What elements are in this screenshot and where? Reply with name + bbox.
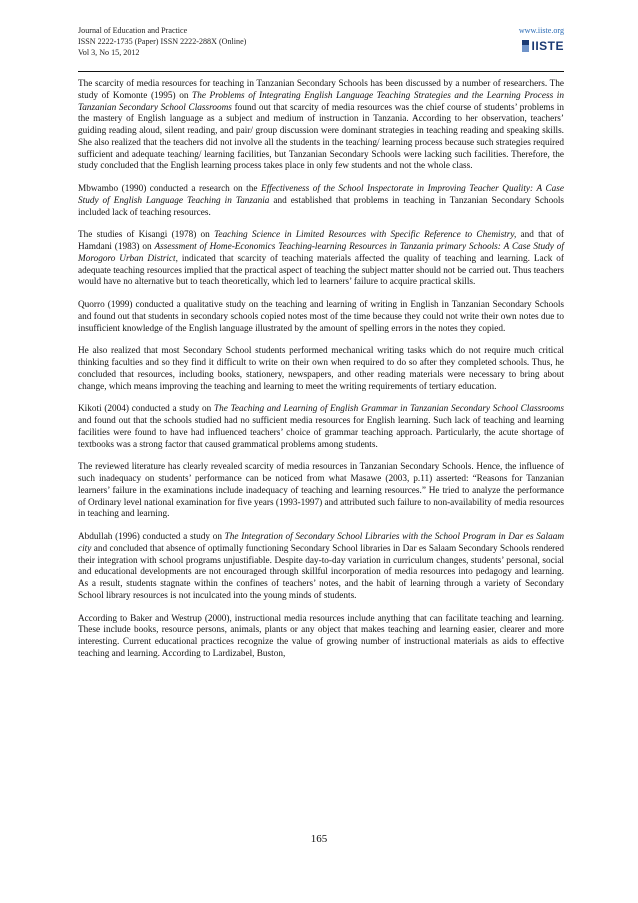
- paragraph-text: and established that problems in teaching in Tanzanian Secondary Schools included lack of teaching resources.: [78, 195, 565, 218]
- logo-text: IISTE: [531, 39, 564, 54]
- iiste-logo-icon: [522, 40, 529, 52]
- paragraph-text: The reviewed literature has clearly revealed scarcity of media resources in Tanzanian Secondary Schools. Hence, the influence of such inadequacy on students’ performance can be noticed from what Masawe (2003, p.11) asserted: “Reasons for Tanzanian learners’ failure in the examinations include inadequacy of teaching and learning resources.” He tried to analyze the performance of Ordinary level national examination for five years (1993-1997) and attributed such failure to non-availability of media resources in teaching and learning.: [78, 462, 564, 520]
- paragraph-text: Kikoti (2004) conducted a study on: [78, 404, 214, 415]
- paragraph-text: and found out that the schools studied had no sufficient media resources for English learning. Such lack of teaching and learning facilities were found to have had influenced teachers’ choice of grammar teaching approach. Particularly, the acute shortage of textbooks was a strong factor that caused grammatical problems among students.: [78, 416, 564, 450]
- body-paragraph: [78, 346, 564, 393]
- article-body: [78, 79, 564, 672]
- body-paragraph: [78, 300, 564, 335]
- paragraph-text: found out that scarcity of media resources was the chief course of students’ problems in the mastery of English language as a subject and medium of instruction in Tanzania. According to her observation, teachers’ guiding reading aloud, silent reading, and pair/ group discussion were dominant strategies in teaching reading and speaking skills. She also realized that the teachers did not involve all the students in the teaching/ learning process because such strategies required sufficient and adequate teaching/ learning facilities, but Tanzanian Secondary Schools were lacking such facilities. Therefore, the study concluded that the English learning process takes place in only few students and not the whole class.: [78, 102, 564, 172]
- journal-issn: ISSN 2222-1735 (Paper) ISSN 2222-288X (Online): [78, 37, 247, 47]
- body-paragraph: [78, 184, 564, 219]
- journal-title: Journal of Education and Practice: [78, 26, 188, 35]
- paragraph-text: Quorro (1999) conducted a qualitative study on the teaching and learning of writing in English in Tanzanian Secondary Schools and found out that students in secondary schools copied notes most of the time because they could not write their own notes due to insufficient knowledge of the English language illustrated by the amount of spelling errors in the notes they copied.: [78, 300, 564, 334]
- paragraph-text: Mbwambo (1990) conducted a research on the: [78, 184, 261, 194]
- italic-title-text: The Teaching and Learning of English Grammar in Tanzanian Secondary School Classrooms: [213, 404, 564, 415]
- italic-title-text: Effectiveness of the School Inspectorate in Improving Teacher Quality: A Case Study of English Language Teaching in Tanzania: [78, 184, 564, 206]
- italic-title-text: Teaching Science in Limited Resources with Specific Reference to Chemistry,: [214, 230, 517, 241]
- paragraph-text: and that of Hamdani (1983) on: [78, 230, 564, 252]
- paragraph-text: According to Baker and Westrup (2000), instructional media resources include anything that can facilitate teaching and learning. These include books, resource persons, animals, plants or any object that makes teaching and learning easier, clearer and more interesting. Current educational practices recognize the value of growing number of instructional materials as aids to effective teaching and learning. According to Lardizabel, Buston,: [78, 613, 564, 659]
- paragraph-text: indicated that scarcity of teaching materials affected the quality of teaching and learning. Lack of adequate teaching resources implied that the practical aspect of teaching the subject matter should not be carried out. Thus teachers would have no alternative but to teach theoretically, which led to learners’ failure to acquire practical skills.: [78, 253, 564, 288]
- paragraph-text: He also realized that most Secondary School students performed mechanical writing tasks which do not require much critical thinking faculties and so they find it difficult to write on their own when required to do so after they completed schools. Thus, he concluded that resources, including books, stationery, newspapers, and other reading materials were necessary to bring about change, which means improving the teaching and learning to meet the writing requirements of tertiary education.: [78, 346, 564, 392]
- journal-volume: Vol 3, No 15, 2012: [78, 48, 140, 58]
- italic-title-text: The Problems of Integrating English Language Teaching Strategies and the Learning Process in Tanzanian Secondary School Classrooms: [78, 90, 564, 113]
- paragraph-text: The studies of Kisangi (1978) on: [78, 230, 215, 241]
- body-paragraph: [78, 532, 564, 603]
- body-paragraph: [78, 614, 564, 661]
- header-divider: [78, 71, 564, 72]
- paragraph-text: The scarcity of media resources for teaching in Tanzanian Secondary Schools has been discussed by a number of researchers. The study of Komonte (1995) on: [78, 79, 564, 101]
- body-paragraph: [78, 79, 564, 173]
- page-number: 165: [310, 833, 328, 845]
- italic-title-text: Assessment of Home-Economics Teaching-learning Resources in Tanzania primary Schools: A Case Study of Morogoro Urban District,: [78, 242, 564, 264]
- italic-title-text: The Integration of Secondary School Libraries with the School Program in Dar es Salaam city: [78, 532, 565, 554]
- paragraph-text: and concluded that absence of optimally functioning Secondary School libraries in Dar es Salaam Secondary Schools rendered their integration with school programs unjustifiable. Despite day-to-day variation in curriculum changes, students’ personal, social and educational developments are not encouraged through skillful incorporation of media resources into pedagogy and learning. As a result, students stagnate within the confines of teachers’ notes, and the habit of learning through a variety of Secondary School library resources is not inculcated into the young minds of students.: [78, 543, 564, 601]
- publisher-info: [519, 25, 564, 53]
- journal-info: [78, 25, 246, 59]
- body-paragraph: [78, 404, 564, 451]
- iiste-logo: [519, 39, 564, 53]
- body-paragraph: [78, 230, 564, 289]
- publisher-url[interactable]: www.iiste.org: [518, 26, 564, 35]
- page-header: [78, 25, 564, 71]
- body-paragraph: [78, 462, 564, 521]
- paragraph-text: Abdullah (1996) conducted a study on: [78, 532, 225, 542]
